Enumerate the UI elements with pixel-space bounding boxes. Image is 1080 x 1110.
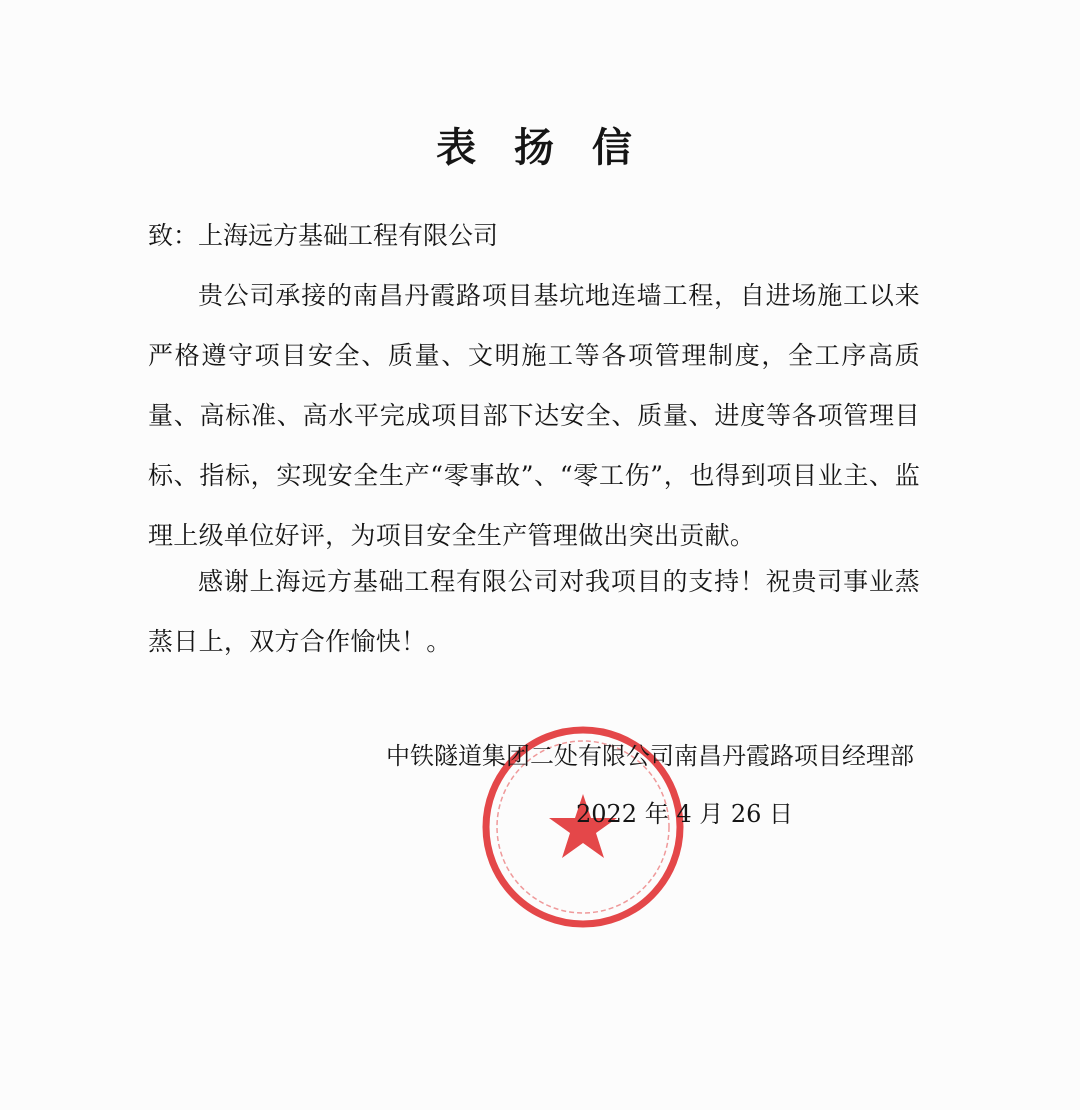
addressee-line: 致：上海远方基础工程有限公司 [148, 221, 499, 250]
date-line: 2022 年 4 月 26 日 [576, 800, 794, 828]
body-paragraph-2: 感谢上海远方基础工程有限公司对我项目的支持！祝贵司事业蒸蒸日上，双方合作愉快！。 [148, 567, 920, 656]
page-title: 表 扬 信 [436, 125, 644, 171]
body-paragraph-1: 贵公司承接的南昌丹霞路项目基坑地连墙工程，自进场施工以来严格遵守项目安全、质量、文明施工等各项管理制度，全工序高质量、高标准、高水平完成项目部下达安全、质量、进度等各项管理目标、指标，实现安全生产“零事故”、“零工伤”，也得到项目业主、监理上级单位好评，为项目安全生产管理做出突出贡献。 [148, 281, 920, 550]
signature-line: 中铁隧道集团二处有限公司南昌丹霞路项目经理部 [386, 742, 914, 770]
